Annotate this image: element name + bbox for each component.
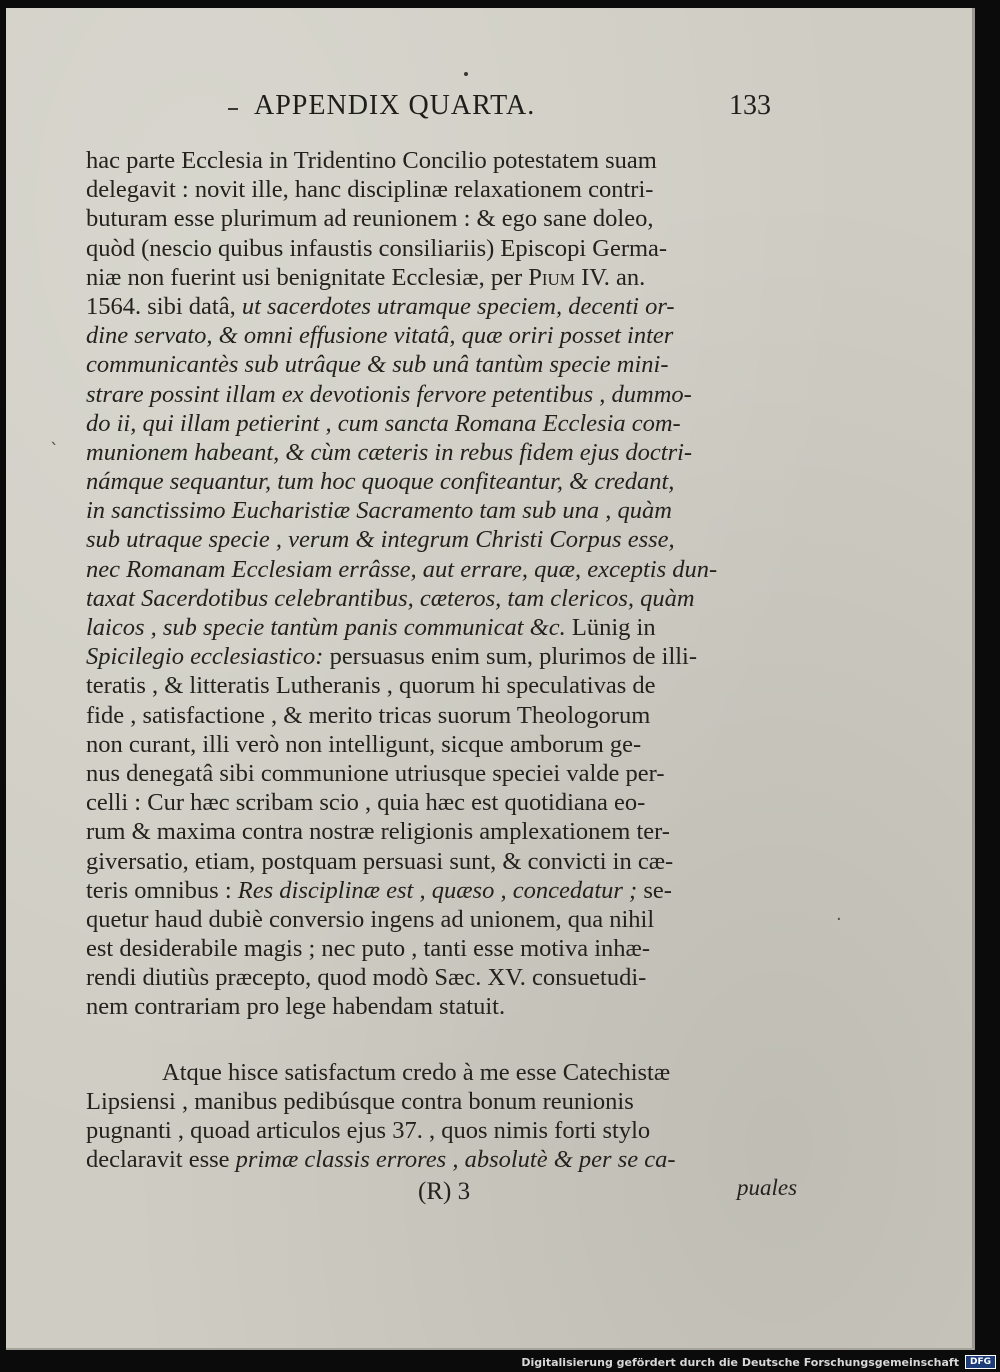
text-segment: nec Romanam Ecclesiam errâsse, aut errare, quæ, exceptis dun- xyxy=(86,555,718,583)
text-segment: Spicilegio ecclesiastico: xyxy=(86,643,324,671)
text-line xyxy=(86,555,796,584)
text-line xyxy=(86,467,796,496)
text-line xyxy=(86,963,796,992)
dfg-logo: DFG xyxy=(965,1355,996,1369)
text-line xyxy=(86,1087,796,1116)
text-segment: absolutè & per se ca- xyxy=(464,1146,676,1174)
text-line xyxy=(86,234,796,263)
text-segment: buturam esse plurimum ad reunionem : & ego sane doleo, xyxy=(86,205,654,233)
text-segment: IV. an. xyxy=(574,263,646,291)
text-line xyxy=(86,321,796,350)
paragraph-2 xyxy=(86,1058,796,1175)
text-segment: in sanctissimo Eucharistiæ Sacramento tam sub una , quàm xyxy=(86,497,672,525)
text-segment: delegavit : novit ille, hanc disciplinæ relaxationem contri- xyxy=(86,176,654,204)
text-segment: quòd (nescio quibus infaustis consiliariis) Episcopi Germa- xyxy=(86,234,668,262)
text-segment: communicantès sub utrâque & sub unâ tantùm specie mini- xyxy=(86,351,669,379)
text-line xyxy=(86,759,796,788)
paragraph-gap xyxy=(86,1022,796,1058)
text-segment: nem contrariam pro lege habendam statuit. xyxy=(86,993,506,1021)
text-line xyxy=(86,992,796,1021)
text-line xyxy=(86,409,796,438)
margin-speck: · xyxy=(836,909,842,930)
text-segment: teris omnibus : xyxy=(86,876,238,904)
text-segment: strare possint illam ex devotionis fervore petentibus , dummo- xyxy=(86,380,692,408)
catchword: puales xyxy=(737,1175,798,1200)
text-line xyxy=(86,525,796,554)
text-segment: pugnanti , quoad articulos ejus 37. , quos nimis forti stylo xyxy=(86,1117,651,1144)
text-segment: Atque hisce satisfactum credo à me esse Catechistæ xyxy=(162,1058,671,1086)
text-line xyxy=(86,1058,796,1087)
text-line xyxy=(86,671,796,700)
text-line xyxy=(86,175,796,204)
text-line xyxy=(86,584,796,613)
ornament-dot xyxy=(464,72,468,76)
text-segment: Pium xyxy=(528,263,575,291)
text-segment: fide , satisfactione , & merito tricas suorum Theologorum xyxy=(86,701,651,729)
text-segment: declaravit esse xyxy=(86,1146,236,1174)
text-line xyxy=(86,613,796,642)
text-segment: nus denegatâ sibi communione utriusque speciei valde per- xyxy=(86,759,665,787)
paragraph-1 xyxy=(86,146,796,1022)
text-segment: Lipsiensi , manibus pedibúsque contra bonum reunionis xyxy=(86,1087,634,1115)
text-line xyxy=(86,817,796,846)
text-segment: primæ classis errores , xyxy=(235,1146,459,1174)
text-segment: laicos , sub specie tantùm panis communicat &c. xyxy=(86,614,566,641)
text-segment: sub utraque specie , verum & integrum Christi Corpus esse, xyxy=(86,526,675,554)
text-line xyxy=(86,350,796,379)
running-head xyxy=(6,90,972,130)
text-segment: celli : Cur hæc scribam scio , quia hæc est quotidiana eo- xyxy=(86,789,646,817)
text-segment: Lünig in xyxy=(565,614,656,641)
digitization-footer xyxy=(521,1354,996,1370)
text-line xyxy=(86,642,796,671)
footer-credit: Digitalisierung gefördert durch die Deutsche Forschungsgemeinschaft xyxy=(521,1355,959,1369)
text-line xyxy=(86,496,796,525)
signature-mark: (R) 3 xyxy=(418,1178,471,1205)
text-segment: rendi diutiùs præcepto, quod modò Sæc. XV. consuetudi- xyxy=(86,964,647,992)
text-segment: est desiderabile magis ; nec puto , tanti esse motiva inhæ- xyxy=(86,935,651,963)
text-segment: teratis , & litteratis Lutheranis , quorum hi speculativas de xyxy=(86,672,656,700)
ornament-dash xyxy=(228,108,238,110)
margin-speck: ` xyxy=(50,440,59,461)
text-segment: se- xyxy=(637,876,672,904)
text-segment: 1564. sibi datâ, xyxy=(86,292,242,320)
text-line xyxy=(86,438,796,467)
main-text xyxy=(86,146,796,1174)
text-segment: dine servato, & omni effusione vitatâ, quæ oriri posset inter xyxy=(86,322,674,350)
text-line xyxy=(86,1116,796,1145)
page-title: APPENDIX QUARTA. xyxy=(254,90,536,121)
text-line xyxy=(86,701,796,730)
text-segment: taxat Sacerdotibus celebrantibus, cæteros, tam clericos, quàm xyxy=(86,584,695,612)
book-page xyxy=(6,8,975,1350)
text-segment: munionem habeant, & cùm cæteris in rebus fidem ejus doctri- xyxy=(86,438,693,466)
text-line xyxy=(86,292,796,321)
text-segment: rum & maxima contra nostræ religionis amplexationem ter- xyxy=(86,818,670,846)
text-line xyxy=(86,263,796,292)
text-line xyxy=(86,788,796,817)
text-line xyxy=(86,876,796,905)
text-segment: niæ non fuerint usi benignitate Ecclesiæ, per xyxy=(86,263,529,291)
text-line xyxy=(86,905,796,934)
text-segment: hac parte Ecclesia in Tridentino Concilio potestatem suam xyxy=(86,147,657,174)
text-line xyxy=(86,847,796,876)
text-segment: Res disciplinæ est , quæso , concedatur ; xyxy=(237,876,638,904)
text-line xyxy=(86,934,796,963)
text-segment: námque sequantur, tum hoc quoque confiteantur, & credant, xyxy=(86,468,675,496)
text-segment: quetur haud dubiè conversio ingens ad unionem, qua nihil xyxy=(86,905,655,933)
text-line xyxy=(86,730,796,759)
text-line xyxy=(86,380,796,409)
text-line xyxy=(86,204,796,233)
text-segment: giversatio, etiam, postquam persuasi sunt, & convicti in cæ- xyxy=(86,847,674,875)
text-line xyxy=(86,146,796,175)
text-line xyxy=(86,1145,796,1174)
text-segment: persuasus enim sum, plurimos de illi- xyxy=(323,643,698,671)
page-number: 133 xyxy=(729,90,771,121)
text-segment: non curant, illi verò non intelligunt, sicque amborum ge- xyxy=(86,730,642,758)
text-segment: do ii, qui illam petierint , cum sancta Romana Ecclesia com- xyxy=(86,409,681,437)
text-segment: ut sacerdotes utramque speciem, decenti or- xyxy=(241,292,675,320)
